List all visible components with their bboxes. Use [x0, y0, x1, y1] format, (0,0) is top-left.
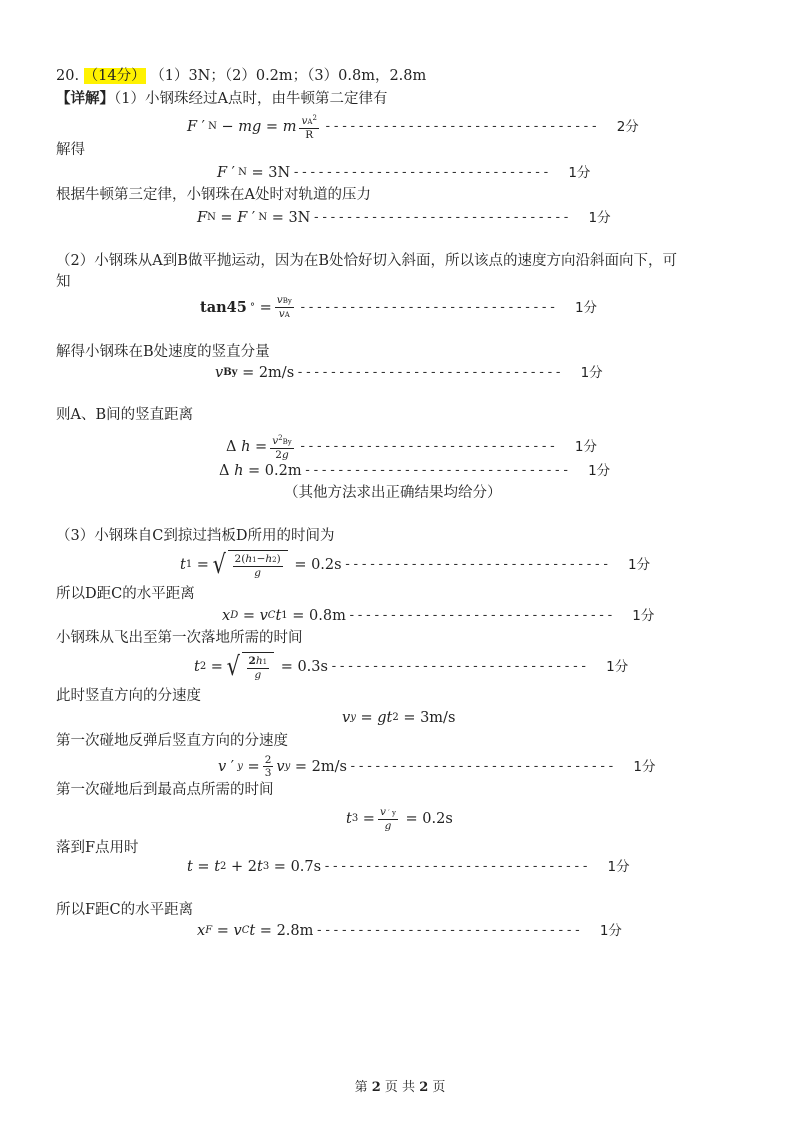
eq-vby: v By = 2m/s -------------------------------- 1分: [215, 365, 603, 381]
points-badge: （14分）: [83, 68, 146, 84]
eq-t3: t 3 = $\frac{v ' y}{g}$ = 0.2s: [346, 806, 453, 832]
eq-xd: x D = v C t 1 = 0.8m -------------------------------- 1分: [222, 608, 655, 624]
part2-intro-a: （2）小钢珠从A到B做平抛运动，因为在B处恰好切入斜面，所以该点的速度方向沿斜面向下，可: [56, 253, 678, 269]
detail-label: 【详解】: [56, 90, 114, 107]
part3-horiz-d: 所以D距C的水平距离: [56, 586, 195, 602]
part3-top-time: 第一次碰地后到最高点所需的时间: [56, 782, 274, 798]
score: 1分: [607, 859, 630, 875]
score: 1分: [568, 165, 591, 181]
part3-intro: （3）小钢珠自C到掠过挡板D所用的时间为: [56, 528, 335, 544]
score: 1分: [606, 659, 629, 675]
eq-vy: v y = gt 2 = 3m/s: [342, 710, 456, 726]
score: 1分: [588, 463, 611, 479]
part3-rebound: 第一次碰地反弹后竖直方向的分速度: [56, 733, 288, 749]
page-total: 2: [419, 1080, 429, 1095]
eq-normal-force: F ′ N = 3N ------------------------------- 1分: [217, 165, 591, 181]
footer-mid: 页 共: [384, 1080, 416, 1095]
score: 1分: [588, 210, 611, 226]
eq-vy-rebound: v ′ y = $\frac{2}{3}$ v y = 2m/s -------------------------------- 1分: [218, 754, 656, 779]
eq-pressure: F N = F ′ N = 3N ------------------------------- 1分: [197, 210, 611, 226]
score: 2分: [616, 118, 639, 135]
score: 1分: [632, 608, 655, 624]
part3-land-f: 落到F点用时: [56, 840, 139, 856]
part3-vert-speed: 此时竖直方向的分速度: [56, 688, 201, 704]
eq-delta-h-value: Δ h = 0.2m -------------------------------- 1分: [219, 463, 611, 479]
part3-fall-time: 小钢珠从飞出至第一次落地所需的时间: [56, 630, 303, 646]
question-header: [56, 66, 426, 86]
footer-pre: 第: [354, 1080, 368, 1095]
eq-xf: x F = v C t = 2.8m -------------------------------- 1分: [197, 923, 622, 939]
score: 1分: [574, 438, 597, 455]
part2-distance: 则A、B间的竖直距离: [56, 407, 194, 423]
part3-horiz-f: 所以F距C的水平距离: [56, 902, 194, 918]
page-number: 2: [371, 1080, 381, 1095]
eq-newton-second: F ′ N − mg = m $\frac{vA^2}{R}$ --------------------------------- 2分: [187, 114, 639, 141]
part2-vertical: 解得小钢珠在B处速度的竖直分量: [56, 344, 270, 360]
score: 1分: [580, 365, 603, 381]
part1-solve: 解得: [56, 142, 85, 158]
score: 1分: [628, 557, 651, 573]
question-number: 20.: [56, 68, 80, 84]
eq-t1: t 1 = √ $\frac{2(h1-h2)}{g}$ = 0.2s -------------------------------- 1分: [180, 550, 651, 580]
score: 1分: [599, 923, 622, 939]
part1-intro-text: （1）小钢珠经过A点时，由牛顿第二定律有: [114, 91, 388, 107]
score: 1分: [633, 758, 656, 775]
eq-delta-h-formula: Δ h = $\frac{v^2By}{2g}$ ------------------------------- 1分: [226, 434, 597, 461]
eq-t-total: t = t 2 + 2 t 3 = 0.7s -------------------------------- 1分: [187, 859, 630, 875]
part2-note: （其他方法求出正确结果均给分）: [284, 485, 502, 501]
footer-post: 页: [432, 1080, 446, 1095]
part1-intro: [56, 89, 387, 109]
part1-third-law: 根据牛顿第三定律，小钢珠在A处时对轨道的压力: [56, 187, 371, 203]
answer-summary: （1）3N；（2）0.2m；（3）0.8m，2.8m: [150, 68, 427, 84]
part2-intro-b: 知: [56, 274, 71, 290]
eq-tan45: tan45 ° = $\frac{\text{vBy}}{vA}$ ------------------------------- 1分: [200, 294, 598, 320]
score: 1分: [574, 299, 598, 316]
page-footer: [0, 1076, 800, 1095]
eq-t2: t 2 = √ $\frac{2h1}{g}$ = 0.3s ------------------------------- 1分: [194, 652, 629, 682]
